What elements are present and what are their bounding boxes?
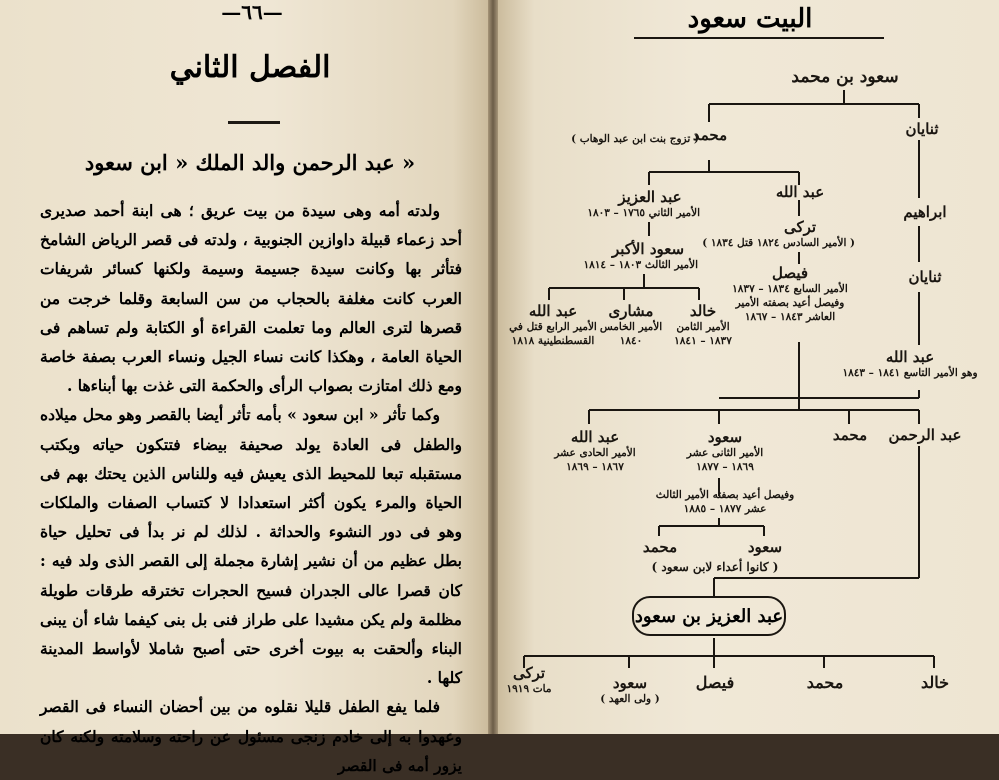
tree-node-abdullah-4: [545, 428, 645, 474]
tree-node-turki: [702, 218, 855, 250]
chapter-title: الفصل الثاني: [169, 50, 331, 85]
tree-node-note: الأمير الثاني ١٧٦٥ – ١٨٠٣: [587, 207, 700, 219]
tree-node-saud-great: [583, 240, 698, 272]
section-heading: عبد الرحمن والد الملك « ابن سعود »: [84, 150, 416, 175]
tree-root-ancestor: سعود بن محمد: [791, 67, 899, 87]
body-text: [40, 196, 462, 780]
tree-node-faisal-2: فيصل: [695, 673, 735, 692]
paragraph: ولدته أمه وهى سيدة من بيت عريق ؛ هى ابنة أحمد صديرى أحد زعماء قبيلة داوازين الجنوبية ، ولدته فى قصر الرياض الشامخ فتأثر بها وكانت سيدة جسيمة وسيمة ولكنها كسائر شريفات العرب كانت مغلفة بالحجاب من سن السابعة وقلما خرجت من قصرها لترى العالم وما تعلمت القراءة أو الكتابة ولم تساهم فى الحياة العامة ، وهكذا كانت نساء الجيل ونساء العرب بصفة خاصة ومع ذلك امتازت بصواب الرأى والحكمة التى غذت بها أبناءها .: [40, 201, 462, 396]
tree-node-muhammad-2: محمد: [832, 426, 868, 444]
paragraph: فلما يفع الطفل قليلا نقلوه من بين أحضان النساء فى القصر وعهدوا به إلى خادم زنجى مسئول عن راحته وسلامته ولكنه كان يزور أمه فى القصر: [40, 697, 462, 775]
tree-node-thunayyan-2: ثنايان: [908, 268, 942, 286]
tree-node-note: الأمير الثالث ١٨٠٣ – ١٨١٤: [583, 259, 698, 271]
tree-node-khalid-2: خالد: [920, 673, 950, 692]
tree-node-label: سعود: [707, 428, 743, 446]
tree-node-note: الأمير السابع ١٨٣٤ – ١٨٣٧ وفيصل أعيد بصفته الأمير العاشر ١٨٤٣ – ١٨٦٧: [732, 283, 848, 323]
tree-node-abdullah-2: [503, 302, 603, 348]
tree-node-label: مشارى: [608, 302, 654, 320]
tree-node-note: الأمير الرابع قتل في القسطنطينية ١٨١٨: [509, 321, 597, 347]
tree-node-note: ( ولى العهد ): [600, 693, 660, 705]
tree-node-turki-2: [504, 664, 554, 696]
tree-node-mishari: [596, 302, 666, 348]
tree-node-note: مات ١٩١٩: [506, 683, 552, 695]
tree-node-muhammad-4: محمد: [806, 673, 844, 692]
tree-node-abdulrahman: عبد الرحمن: [888, 426, 962, 444]
tree-node-faisal-1: [730, 264, 850, 324]
tree-node-saud-4: [590, 674, 670, 706]
tree-node-label: عبد الله: [528, 302, 578, 320]
tree-node-muhammad-3: محمد: [642, 538, 678, 556]
tree-node-abdullah-3: [840, 348, 980, 380]
tree-note-faisal-reinstated: وفيصل أعيد بصفته الأمير الثالث عشر ١٨٧٧ – ١٨٨٥: [655, 489, 795, 515]
tree-node-label: عبد العزيز: [618, 188, 682, 206]
tree-node-thunayyan: ثنايان: [905, 120, 939, 138]
tree-node-label: فيصل: [771, 264, 809, 282]
tree-note-muhammad: ( تزوج بنت ابن عبد الوهاب ): [571, 133, 699, 145]
tree-node-muhammad: محمد: [692, 126, 728, 144]
tree-node-label: عبد الله: [570, 428, 620, 446]
tree-node-label: تركى: [783, 218, 817, 236]
tree-node-khalid-1: [668, 302, 738, 348]
tree-node-saud-3: سعود: [747, 538, 783, 556]
tree-node-label: سعود: [612, 674, 648, 692]
tree-node-label: تركى: [512, 664, 546, 682]
tree-node-label: خالد: [689, 302, 717, 320]
page-number: —٦٦—: [221, 0, 283, 24]
tree-node-abdulaziz: [587, 188, 700, 220]
tree-node-saud-2: [675, 428, 775, 474]
tree-node-label: عبد الله: [885, 348, 935, 366]
tree-note-enemies: ( كانوا أعداء لابن سعود ): [651, 560, 779, 574]
tree-node-note: وهو الأمير التاسع ١٨٤١ – ١٨٤٣: [842, 367, 978, 379]
paragraph: وكما تأثر « ابن سعود » بأمه تأثر أيضا بالقصر وهو محل ميلاده والطفل فى العادة يولد صحيفة بيضاء فتتكون حياته ويكتب مستقبله تبعا للمحيط الذى يعيش فيه وللناس الذين يحتك بهم فى الحياة والمرء يكون أكثر استعدادا لا كتساب الصفات والملكات وهو فى دور النشوء والحداثة . لذلك لم نر بدأ فى تحليل حياة بطل عظيم من أن نشير إشارة مجملة إلى القصر الذى ولد فيه : كان قصرا عالى الجدران فسيح الحجرات تخترقه طرقات طويلة مظلمة ولم يكن مشيدا على طراز فنى بل بنى كيفما شاء أن يبنى البناء وألحقت به بيوت أخرى حتى أصبح شاملا لأواسط المدينة كلها .: [40, 405, 462, 688]
tree-node-abdullah-1: عبد الله: [775, 183, 825, 201]
tree-node-label: سعود الأكبر: [611, 240, 685, 258]
tree-title: البيت سعود: [687, 4, 813, 34]
tree-node-note: الأمير الثامن ١٨٣٧ – ١٨٤١: [674, 321, 732, 347]
tree-node-ibrahim: ابراهيم: [903, 203, 947, 221]
tree-node-ibn-saud: عبد العزيز بن سعود: [632, 596, 786, 636]
tree-node-note: الأمير الخامس ١٨٤٠: [599, 321, 663, 347]
tree-node-note: الأمير الثانى عشر ١٨٦٩ – ١٨٧٧: [686, 447, 764, 473]
title-divider: [228, 121, 280, 124]
tree-node-note: ( الأمير السادس ١٨٢٤ قتل ١٨٣٤ ): [702, 237, 855, 249]
tree-node-note: الأمير الحادى عشر ١٨٦٧ – ١٨٦٩: [554, 447, 636, 473]
